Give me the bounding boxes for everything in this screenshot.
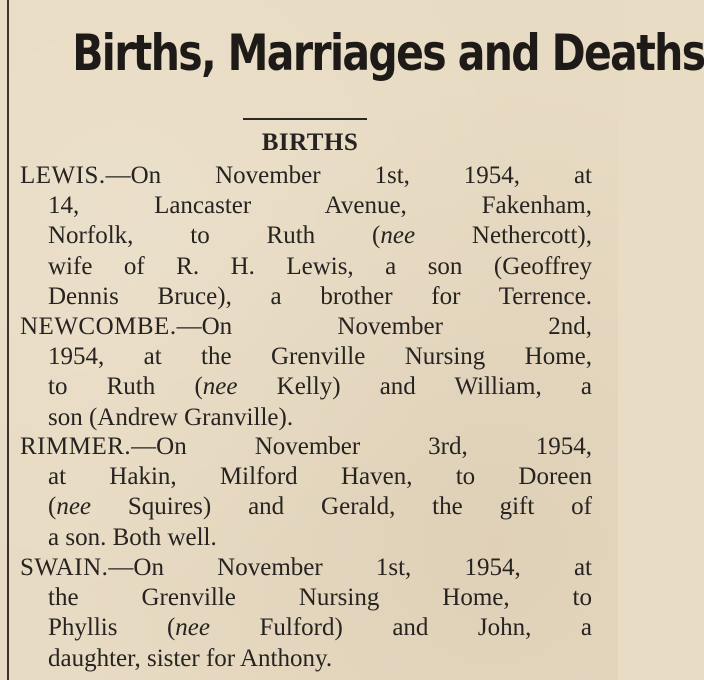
notice-line: Dennis Bruce), a brother for Terrence. (48, 282, 592, 310)
notice-line: to Ruth (nee Kelly) and William, a (48, 373, 592, 401)
section-heading: BIRTHS (261, 129, 359, 156)
column-rule (7, 0, 9, 680)
title-divider (243, 118, 367, 120)
notice-line: Phyllis (nee Fulford) and John, a (48, 614, 592, 642)
birth-notice-newcombe (20, 312, 592, 433)
nee-italic: nee (202, 373, 238, 401)
notice-line: 1954, at the Grenville Nursing Home, (48, 343, 592, 371)
notice-surname: SWAIN. (20, 554, 109, 581)
notice-line: a son. Both well. (48, 523, 217, 551)
notice-line: the Grenville Nursing Home, to (48, 584, 592, 612)
notice-line: Norfolk, to Ruth (nee Nethercott), (48, 222, 592, 250)
nee-italic: nee (56, 493, 92, 521)
notice-line: RIMMER.—On November 3rd, 1954, (20, 433, 592, 460)
notice-line: NEWCOMBE.—On November 2nd, (20, 313, 592, 340)
notice-line: LEWIS.—On November 1st, 1954, at (20, 162, 592, 189)
notice-surname: NEWCOMBE. (20, 313, 177, 340)
notice-line: daughter, sister for Anthony. (48, 644, 333, 672)
notice-surname: LEWIS. (20, 162, 106, 189)
birth-notice-swain (20, 553, 592, 674)
birth-notice-lewis (20, 161, 592, 312)
page-title: Births, Marriages and Deaths (72, 24, 704, 82)
notice-surname: RIMMER. (20, 433, 132, 460)
nee-italic: nee (380, 222, 416, 250)
birth-notice-rimmer (20, 432, 592, 553)
notice-line: wife of R. H. Lewis, a son (Geoffrey (48, 252, 592, 280)
notice-line: son (Andrew Granville). (48, 403, 294, 431)
notice-line: (nee Squires) and Gerald, the gift of (48, 493, 592, 521)
nee-italic: nee (175, 614, 210, 642)
notice-line: at Hakin, Milford Haven, to Doreen (48, 463, 592, 491)
notice-line: 14, Lancaster Avenue, Fakenham, (48, 192, 592, 220)
notice-line: SWAIN.—On November 1st, 1954, at (20, 554, 592, 581)
